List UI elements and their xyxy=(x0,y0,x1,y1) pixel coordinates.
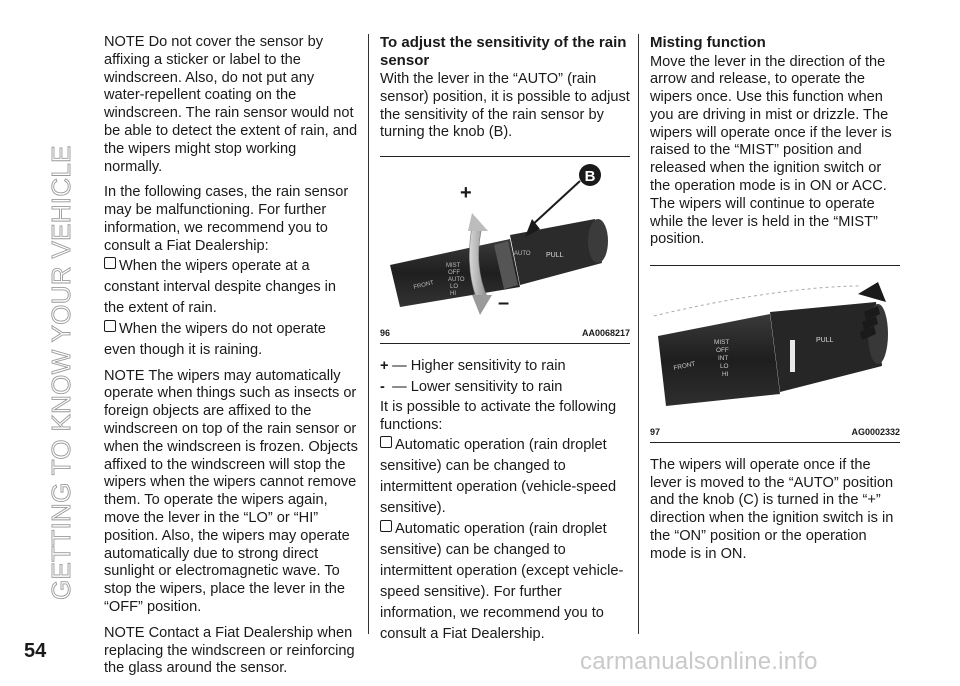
page-number: 54 xyxy=(24,640,47,662)
figure-caption xyxy=(380,323,630,343)
section-title-text: GETTING TO KNOW YOUR VEHICLE xyxy=(46,145,76,600)
lever-label-front: FRONT xyxy=(672,360,696,373)
figure-97 xyxy=(650,265,900,443)
sensitivity-intro: With the lever in the “AUTO” (rain sensor) position, it is possible to adjust the sensitivity of the rain sensor by turning the knob (B). xyxy=(380,71,630,141)
legend-text: — Lower sensitivity to rain xyxy=(392,378,563,395)
legend-plus xyxy=(380,358,630,376)
wiper-lever-knob-illustration xyxy=(380,157,628,317)
checkbox-icon xyxy=(380,436,392,448)
list-item-text: Automatic operation (rain droplet sensitive) can be changed to intermittent operation (except vehicle-speed sensitive). For further information, we recommend you to consult a Fiat Dealership. xyxy=(380,520,624,642)
heading-misting: Misting function xyxy=(650,34,766,51)
figure-number: 96 xyxy=(380,327,391,338)
list-item xyxy=(104,256,358,319)
functions-intro: It is possible to activate the following functions: xyxy=(380,399,617,434)
lever-label-mist: MIST xyxy=(714,339,730,347)
plus-label: + xyxy=(460,182,472,205)
legend-text: — Higher sensitivity to rain xyxy=(392,357,566,374)
wiper-lever-mist-illustration xyxy=(650,266,898,416)
figure-code: AG0002332 xyxy=(851,427,900,438)
lever-label-auto: AUTO xyxy=(448,277,465,284)
legend-symbol: + xyxy=(380,357,389,374)
column-1 xyxy=(104,34,358,686)
heading-sensitivity: To adjust the sensitivity of the rain sensor xyxy=(380,34,627,69)
note-sensor-cover: NOTE Do not cover the sensor by affixing a sticker or label to the windscreen. Also, do not put any water-repellent coating on the windscreen. The rain sensor would not be able to detect the extent of rain, and the wipers might stop working normally. xyxy=(104,34,358,175)
lever-label-hi: HI xyxy=(450,291,456,298)
note-contact-dealer: NOTE Contact a Fiat Dealership when replacing the windscreen or reinforcing the glass around the sensor. xyxy=(104,624,355,677)
legend-symbol: - xyxy=(380,378,385,395)
lever-label-off: OFF xyxy=(448,270,460,277)
note-automatic-operation: NOTE The wipers may automatically operate when things such as insects or foreign objects are affixed to the windscreen on top of the rain sensor or when the windscreen is frozen. Objects affixed to the windscreen will stop the wipers when the wipers cannot remove them. To operate the wipers again, move the lever in the “LO” or “HI” position. Also, the wipers may operate automatically due to strong direct sunlight or electromagnetic wave. To stop the wipers, place the lever in the “OFF” position. xyxy=(104,367,358,615)
column-divider xyxy=(368,34,369,634)
list-item-text: When the wipers operate at a constant interval despite changes in the extent of rain. xyxy=(104,257,337,316)
list-item xyxy=(104,319,358,361)
checkbox-icon xyxy=(380,520,392,532)
list-item xyxy=(380,519,630,645)
lever-label-mist: MIST xyxy=(446,263,461,270)
checkbox-icon xyxy=(104,320,116,332)
figure-caption xyxy=(650,422,900,442)
figure-code: AA0068217 xyxy=(581,327,630,338)
figure-label-b: B xyxy=(584,168,596,186)
legend-minus xyxy=(380,379,630,397)
list-item-text: Automatic operation (rain droplet sensitive) can be changed to intermittent operation (vehicle-speed sensitive). xyxy=(380,436,617,516)
knob-label-auto: AUTO xyxy=(514,251,531,258)
list-item-text: When the wipers do not operate even though it is raining. xyxy=(104,320,326,358)
watermark: carmanualsonline.info xyxy=(580,648,818,675)
auto-knob-description: The wipers will operate once if the lever is moved to the “AUTO” position and the knob (C) is turned in the “+” direction when the ignition switch is in the “ON” position or the operation mode is in ON. xyxy=(650,456,894,562)
column-2 xyxy=(380,34,630,652)
list-item xyxy=(380,435,630,519)
knob-label-pull: PULL xyxy=(546,252,564,260)
figure-96 xyxy=(380,156,630,344)
section-title xyxy=(18,10,88,610)
minus-label: – xyxy=(498,292,510,315)
knob-label-pull: PULL xyxy=(816,337,834,345)
lever-label-off: OFF xyxy=(716,347,729,355)
lever-label-lo: LO xyxy=(450,284,459,291)
lever-label-front: FRONT xyxy=(413,280,435,292)
malfunction-intro: In the following cases, the rain sensor may be malfunctioning. For further information, we recommend you to consult a Fiat Dealership: xyxy=(104,184,349,254)
column-divider xyxy=(638,34,639,634)
lever-label-int: INT xyxy=(718,355,729,363)
figure-number: 97 xyxy=(650,427,661,438)
column-3 xyxy=(650,34,900,572)
checkbox-icon xyxy=(104,257,116,269)
lever-label-lo: LO xyxy=(720,363,729,371)
misting-description: Move the lever in the direction of the arrow and release, to operate the wipers once. Use this function when you are driving in mist or drizzle. The wipers will operate once if the lever is raised to the “MIST” position and released when the ignition switch or the operation mode is in ON or ACC. The wipers will continue to operate while the lever is held in the “MIST” position. xyxy=(650,53,892,248)
lever-label-hi: HI xyxy=(722,371,729,379)
